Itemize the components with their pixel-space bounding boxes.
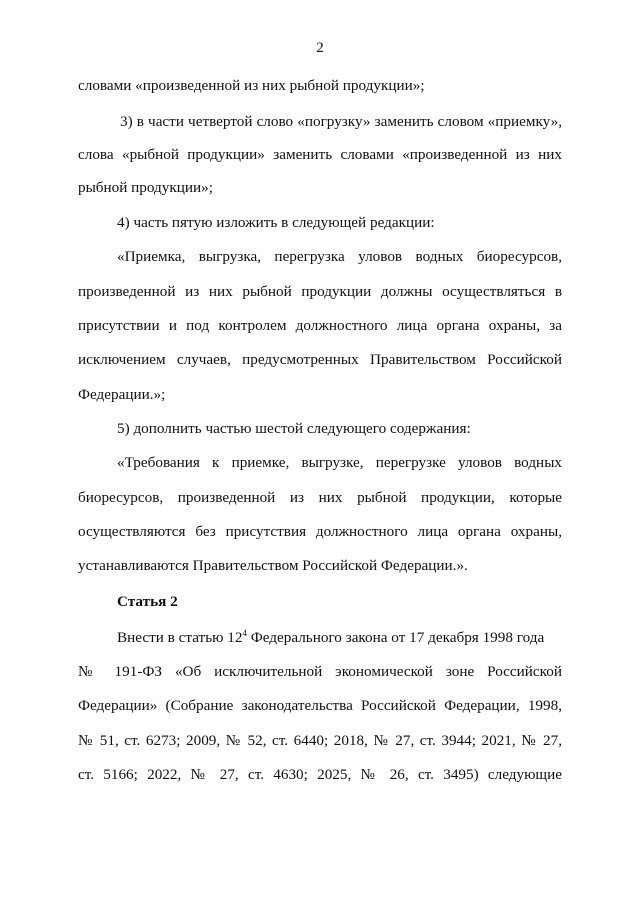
list-item-3: 3) в части четвертой слово «погрузку» заменить словом «приемку»,: [120, 113, 562, 130]
quote-line: исключением случаев, предусмотренных Правительством Российской: [78, 351, 562, 368]
text-line: № 191-ФЗ «Об исключительной экономической зоне Российской: [78, 663, 562, 680]
quote-line: Федерации.»;: [78, 386, 166, 403]
quote-line: биоресурсов, произведенной из них рыбной продукции, которые: [78, 489, 562, 506]
list-item-5: 5) дополнить частью шестой следующего содержания:: [117, 420, 471, 437]
text-line: Федерации» (Собрание законодательства Российской Федерации, 1998,: [78, 697, 562, 714]
superscript: 4: [242, 628, 247, 638]
page-number: 2: [316, 40, 324, 56]
article-heading: Статья 2: [117, 593, 178, 610]
text-line: ст. 5166; 2022, № 27, ст. 4630; 2025, № 26, ст. 3495) следующие: [78, 766, 562, 783]
text-line: слова «рыбной продукции» заменить словами «произведенной из них: [78, 146, 562, 163]
text-line: № 51, ст. 6273; 2009, № 52, ст. 6440; 2018, № 27, ст. 3944; 2021, № 27,: [78, 732, 562, 749]
quote-line: осуществляются без присутствия должностного лица органа охраны,: [78, 523, 562, 540]
text-line: [117, 630, 544, 645]
quote-line: устанавливаются Правительством Российской Федерации.».: [78, 557, 468, 574]
quote-line: «Требования к приемке, выгрузке, перегрузке уловов водных: [117, 454, 562, 471]
text-line: словами «произведенной из них рыбной продукции»;: [78, 77, 425, 94]
list-item-4: 4) часть пятую изложить в следующей редакции:: [117, 214, 435, 231]
quote-line: присутствии и под контролем должностного лица органа охраны, за: [78, 317, 562, 334]
text-fragment: Внести в статью 12: [117, 629, 243, 646]
quote-line: произведенной из них рыбной продукции должны осуществляться в: [78, 283, 562, 300]
quote-line: «Приемка, выгрузка, перегрузка уловов водных биоресурсов,: [117, 248, 562, 265]
text-line: рыбной продукции»;: [78, 179, 213, 196]
text-fragment: Федерального закона от 17 декабря 1998 года: [246, 629, 545, 646]
